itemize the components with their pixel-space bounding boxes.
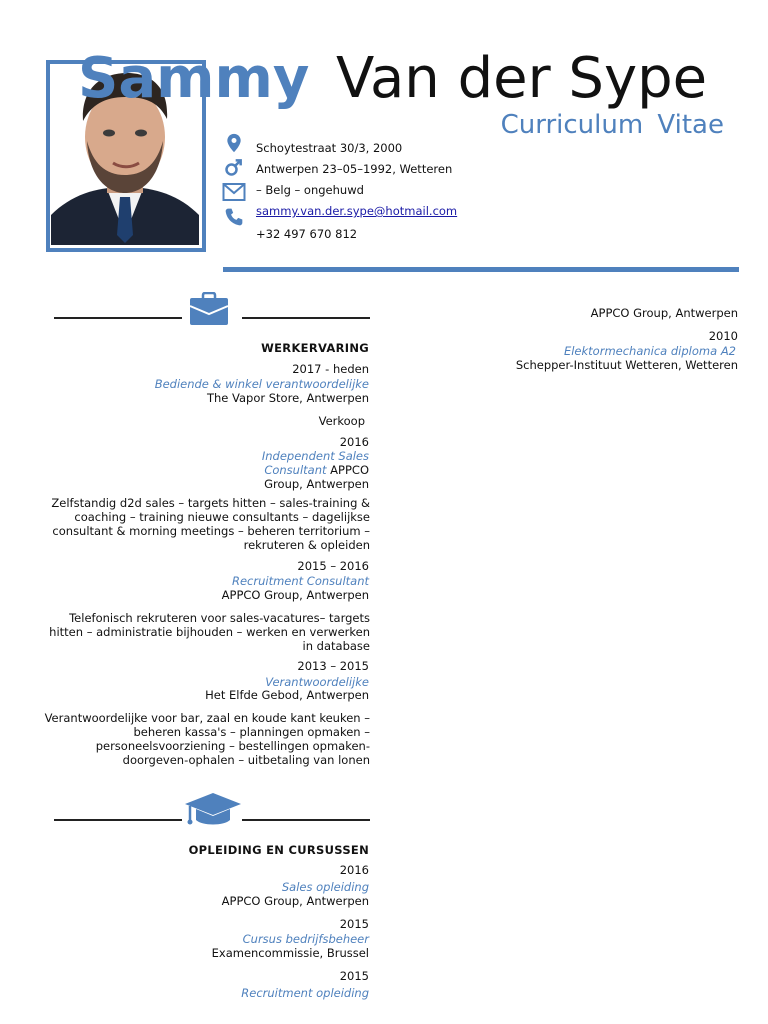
job4-role: Verantwoordelijke — [265, 675, 369, 689]
section-divider-left — [54, 819, 182, 821]
contact-address: Schoytestraat 30/3, 2000 — [256, 141, 403, 155]
job3-period: 2015 – 2016 — [297, 559, 369, 573]
job2-period: 2016 — [339, 435, 369, 449]
male-symbol-icon — [222, 157, 246, 177]
job2-role-line2 — [264, 463, 369, 477]
job2-company: Group, Antwerpen — [264, 477, 369, 491]
header-divider — [223, 267, 739, 272]
phone-icon — [222, 207, 246, 227]
last-name: Van der Sype — [336, 46, 708, 111]
job2-role-line2-text: Consultant — [264, 463, 327, 477]
graduation-cap-icon — [184, 791, 242, 829]
section-divider-left — [54, 317, 182, 319]
first-name: Sammy — [78, 46, 310, 111]
contact-status: – Belg – ongehuwd — [256, 183, 364, 197]
contact-phone: +32 497 670 812 — [256, 227, 358, 241]
briefcase-icon — [189, 292, 229, 326]
edu3-title: Recruitment opleiding — [241, 986, 369, 1000]
job4-company: Het Elfde Gebod, Antwerpen — [205, 688, 369, 702]
job3-company: APPCO Group, Antwerpen — [221, 588, 369, 602]
edu2-title: Cursus bedrijfsbeheer — [242, 932, 369, 946]
contact-email-link[interactable]: sammy.van.der.sype@hotmail.com — [256, 204, 458, 218]
edu1-year: 2016 — [339, 863, 369, 877]
job4-period: 2013 – 2015 — [297, 659, 369, 673]
job2-description: Zelfstandig d2d sales – targets hitten – sales-training & coaching – training nieuwe consultants – dagelijkse consultant & morning meetings – beheren territorium – rekruteren & opleiden — [51, 496, 370, 552]
section-divider-right — [242, 819, 370, 821]
right-diploma-title: Elektormechanica diploma A2 — [563, 344, 736, 358]
edu3-year: 2015 — [339, 969, 369, 983]
job2-role-line1: Independent Sales — [261, 449, 369, 463]
right-company-line: APPCO Group, Antwerpen — [590, 306, 738, 320]
job1-role: Bediende & winkel verantwoordelijke — [154, 377, 369, 391]
job2-company-part1: APPCO — [330, 463, 369, 477]
job1-description: Verkoop — [318, 414, 365, 428]
cv-title: Curriculum Vitae — [500, 110, 724, 140]
edu2-year: 2015 — [339, 917, 369, 931]
right-school: Schepper-Instituut Wetteren, Wetteren — [515, 358, 738, 372]
section-divider-right — [242, 317, 370, 319]
job1-company: The Vapor Store, Antwerpen — [206, 391, 369, 405]
edu1-org: APPCO Group, Antwerpen — [221, 894, 369, 908]
edu1-title: Sales opleiding — [281, 880, 369, 894]
envelope-icon — [222, 182, 246, 202]
edu2-org: Examencommissie, Brussel — [211, 946, 369, 960]
education-heading: OPLEIDING EN CURSUSSEN — [188, 843, 369, 857]
contact-birth: Antwerpen 23–05–1992, Wetteren — [256, 162, 453, 176]
map-pin-icon — [222, 133, 246, 153]
job1-period: 2017 - heden — [292, 362, 369, 376]
job3-role: Recruitment Consultant — [231, 574, 369, 588]
work-heading: WERKERVARING — [261, 341, 369, 355]
job4-description: Verantwoordelijke voor bar, zaal en koude kant keuken – beheren kassa's – planningen opmaken – personeelsvoorziening – bestellingen opmaken-doorgeven-ophalen – uitbetaling van lonen — [44, 711, 370, 767]
job3-description: Telefonisch rekruteren voor sales-vacatures– targets hitten – administratie bijhouden – werken en verwerken in database — [49, 611, 370, 653]
right-year: 2010 — [708, 329, 738, 343]
